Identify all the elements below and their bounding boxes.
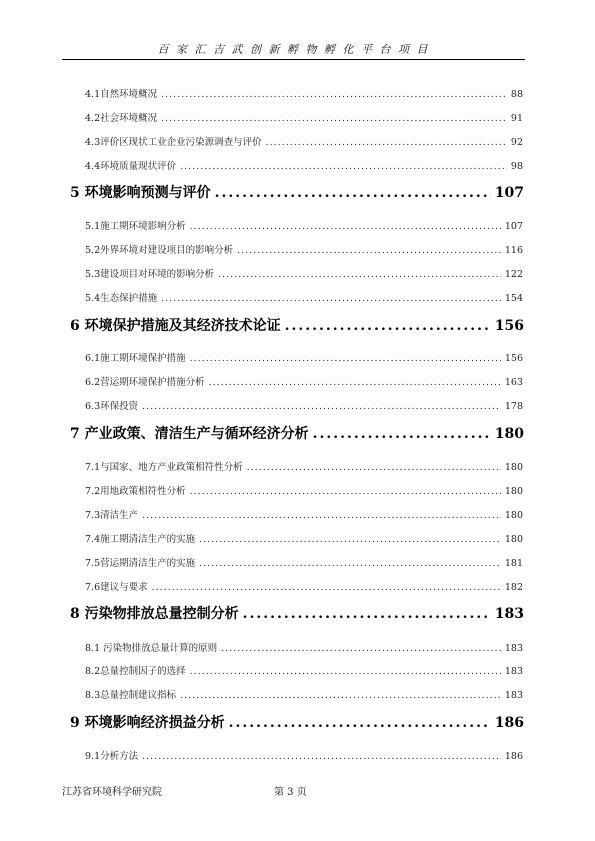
toc-entry-title: 7.3清洁生产 — [85, 510, 139, 521]
toc-chapter[interactable] — [70, 182, 524, 202]
toc-chapter-page: 183 — [494, 606, 524, 622]
toc-entry[interactable] — [85, 483, 523, 497]
toc-leader-dots — [243, 606, 491, 622]
toc-entry-page: 156 — [504, 353, 523, 364]
toc-chapter-page: 107 — [494, 185, 524, 201]
toc-entry[interactable] — [85, 86, 523, 100]
toc-chapter-title: 8 污染物排放总量控制分析 — [70, 606, 239, 622]
toc-entry[interactable] — [85, 579, 523, 593]
toc-chapter-page: 180 — [494, 426, 524, 442]
toc-entry-page: 107 — [504, 221, 523, 232]
toc-entry[interactable] — [85, 640, 523, 654]
toc-entry-title: 4.1自然环境概况 — [85, 89, 158, 100]
toc-entry-page: 98 — [510, 161, 523, 172]
toc-entry-page: 183 — [504, 643, 523, 654]
toc-chapter[interactable] — [70, 712, 524, 732]
toc-leader-dots — [190, 486, 501, 497]
toc-leader-dots — [229, 715, 491, 731]
toc-leader-dots — [161, 89, 507, 100]
toc-entry-title: 7.5营运期清洁生产的实施 — [85, 558, 196, 569]
toc-entry-title: 7.2用地政策相符性分析 — [85, 486, 186, 497]
toc-entry-page: 178 — [504, 401, 523, 412]
toc-entry[interactable] — [85, 663, 523, 677]
toc-chapter-title: 7 产业政策、清洁生产与循环经济分析 — [70, 426, 309, 442]
toc-leader-dots — [199, 558, 501, 569]
toc-entry-title: 5.3建设项目对环境的影响分析 — [85, 269, 215, 280]
toc-entry[interactable] — [85, 134, 523, 148]
toc-leader-dots — [180, 161, 507, 172]
toc-entry-title: 8.1 污染物排放总量计算的原则 — [85, 643, 218, 654]
toc-leader-dots — [190, 353, 501, 364]
toc-leader-dots — [190, 221, 501, 232]
toc-entry[interactable] — [85, 242, 523, 256]
toc-chapter-title: 5 环境影响预测与评价 — [70, 185, 211, 201]
toc-entry[interactable] — [85, 398, 523, 412]
toc-leader-dots — [266, 137, 507, 148]
toc-entry[interactable] — [85, 531, 523, 545]
toc-entry-title: 4.3评价区现状工业企业污染源调查与评价 — [85, 137, 262, 148]
toc-entry[interactable] — [85, 507, 523, 521]
toc-entry-title: 5.1施工期环境影响分析 — [85, 221, 186, 232]
toc-leader-dots — [142, 401, 501, 412]
toc-chapter[interactable] — [70, 315, 524, 335]
toc-leader-dots — [142, 510, 501, 521]
toc-entry-page: 181 — [504, 558, 523, 569]
toc-entry-page: 180 — [504, 510, 523, 521]
toc-leader-dots — [161, 293, 501, 304]
toc-leader-dots — [218, 269, 501, 280]
footer-page-number: 第 3 页 — [274, 787, 307, 798]
toc-entry-title: 9.1分析方法 — [85, 751, 139, 762]
toc-entry-title: 8.3总量控制建议指标 — [85, 690, 177, 701]
toc-entry[interactable] — [85, 459, 523, 473]
toc-entry[interactable] — [85, 158, 523, 172]
toc-leader-dots — [221, 643, 501, 654]
toc-entry-title: 6.1施工期环境保护措施 — [85, 353, 186, 364]
footer-organization: 江苏省环境科学研究院 — [62, 787, 162, 798]
toc-entry-title: 5.4生态保护措施 — [85, 293, 158, 304]
toc-leader-dots — [161, 113, 507, 124]
toc-chapter-title: 9 环境影响经济损益分析 — [70, 715, 225, 731]
toc-entry-page: 182 — [504, 582, 523, 593]
toc-chapter-title: 6 环境保护措施及其经济技术论证 — [70, 318, 281, 334]
toc-leader-dots — [209, 377, 501, 388]
toc-entry-page: 154 — [504, 293, 523, 304]
toc-leader-dots — [285, 318, 491, 334]
toc-entry-title: 4.4环境质量现状评价 — [85, 161, 177, 172]
toc-entry-page: 91 — [510, 113, 523, 124]
toc-entry[interactable] — [85, 555, 523, 569]
toc-entry-title: 7.4施工期清洁生产的实施 — [85, 534, 196, 545]
toc-entry-title: 7.1与国家、地方产业政策相符性分析 — [85, 462, 243, 473]
toc-entry[interactable] — [85, 290, 523, 304]
toc-entry[interactable] — [85, 374, 523, 388]
toc-entry-page: 163 — [504, 377, 523, 388]
toc-entry-title: 7.6建议与要求 — [85, 582, 148, 593]
toc-entry-title: 6.3环保投资 — [85, 401, 139, 412]
toc-leader-dots — [152, 582, 501, 593]
toc-entry[interactable] — [85, 748, 523, 762]
toc-entry-page: 180 — [504, 486, 523, 497]
toc-leader-dots — [237, 245, 501, 256]
toc-entry[interactable] — [85, 350, 523, 364]
toc-chapter[interactable] — [70, 603, 524, 623]
toc-leader-dots — [190, 666, 501, 677]
toc-entry-page: 92 — [510, 137, 523, 148]
toc-entry-page: 116 — [504, 245, 523, 256]
toc-chapter-page: 156 — [494, 318, 524, 334]
toc-leader-dots — [247, 462, 501, 473]
toc-entry-page: 88 — [510, 89, 523, 100]
toc-entry-page: 180 — [504, 534, 523, 545]
toc-entry[interactable] — [85, 687, 523, 701]
toc-chapter[interactable] — [70, 423, 524, 443]
toc-entry-page: 186 — [504, 751, 523, 762]
toc-entry-title: 8.2总量控制因子的选择 — [85, 666, 186, 677]
toc-leader-dots — [313, 426, 491, 442]
toc-entry-page: 183 — [504, 690, 523, 701]
toc-leader-dots — [215, 185, 491, 201]
running-header: 百 家 汇 吉 武 创 新 孵 物 孵 化 平 台 项 目 — [157, 43, 430, 56]
toc-leader-dots — [180, 690, 501, 701]
toc-entry-page: 183 — [504, 666, 523, 677]
toc-leader-dots — [142, 751, 501, 762]
toc-entry-title: 5.2外界环境对建设项目的影响分析 — [85, 245, 234, 256]
toc-entry-title: 4.2社会环境概况 — [85, 113, 158, 124]
toc-chapter-page: 186 — [494, 715, 524, 731]
toc-entry-page: 122 — [504, 269, 523, 280]
toc-entry-page: 180 — [504, 462, 523, 473]
toc-entry[interactable] — [85, 266, 523, 280]
toc-leader-dots — [199, 534, 501, 545]
toc-entry[interactable] — [85, 218, 523, 232]
toc-entry[interactable] — [85, 110, 523, 124]
toc-entry-title: 6.2营运期环境保护措施分析 — [85, 377, 205, 388]
